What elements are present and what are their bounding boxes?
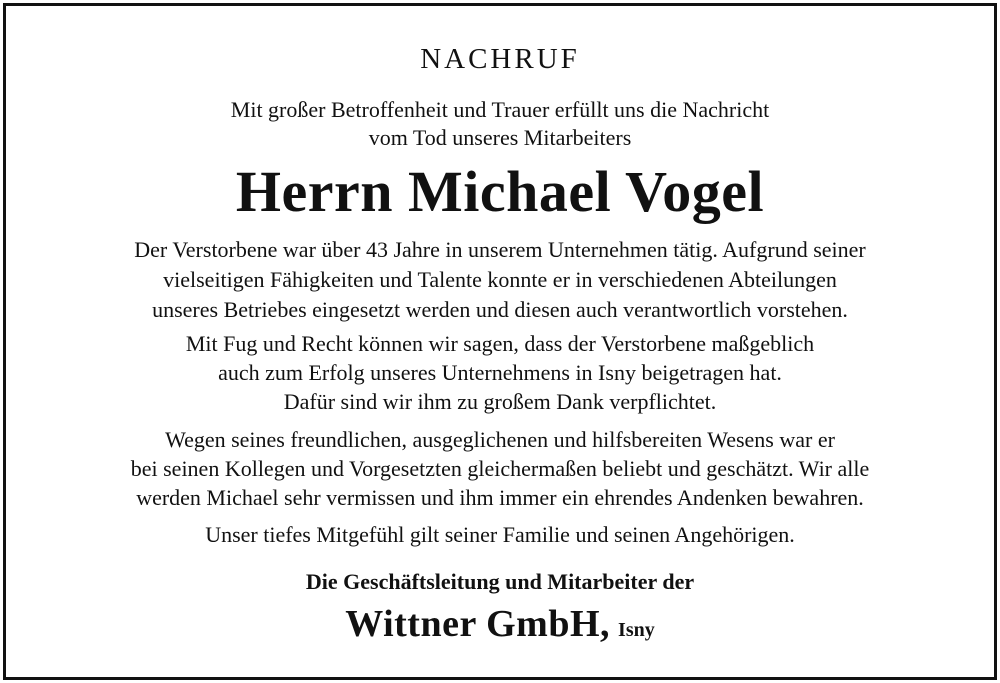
paragraph-3-line-1: Wegen seines freundlichen, ausgeglichenen und hilfsbereiten Wesens war er	[165, 427, 835, 452]
paragraph-2-line-3: Dafür sind wir ihm zu großem Dank verpflichtet.	[283, 389, 717, 414]
notice-heading: NACHRUF	[420, 43, 580, 75]
signature-company-block	[0, 602, 1000, 654]
paragraph-3-line-3: werden Michael sehr vermissen und ihm immer ein ehrendes Andenken bewahren.	[136, 485, 864, 510]
deceased-name: Herrn Michael Vogel	[235, 159, 765, 224]
paragraph-4: Unser tiefes Mitgefühl gilt seiner Familie und seinen Angehörigen.	[205, 522, 795, 547]
company-name: Wittner GmbH,	[345, 603, 611, 645]
paragraph-1-line-1: Der Verstorbene war über 43 Jahre in unserem Unternehmen tätig. Aufgrund seiner	[134, 237, 866, 262]
paragraph-2-line-1: Mit Fug und Recht können wir sagen, dass der Verstorbene maßgeblich	[185, 331, 815, 356]
paragraph-2-line-2: auch zum Erfolg unseres Unternehmens in Isny beigetragen hat.	[218, 360, 782, 385]
paragraph-3-line-2: bei seinen Kollegen und Vorgesetzten gleichermaßen beliebt und geschätzt. Wir alle	[130, 456, 870, 481]
paragraph-1-line-3: unseres Betriebes eingesetzt werden und diesen auch verantwortlich vorstehen.	[152, 297, 848, 322]
intro-line-2: vom Tod unseres Mitarbeiters	[368, 125, 632, 150]
company-city: Isny	[618, 619, 655, 641]
paragraph-1-line-2: vielseitigen Fähigkeiten und Talente konnte er in verschiedenen Abteilungen	[163, 267, 837, 292]
signature-line: Die Geschäftsleitung und Mitarbeiter der	[305, 569, 695, 594]
intro-line-1: Mit großer Betroffenheit und Trauer erfüllt uns die Nachricht	[230, 97, 770, 122]
